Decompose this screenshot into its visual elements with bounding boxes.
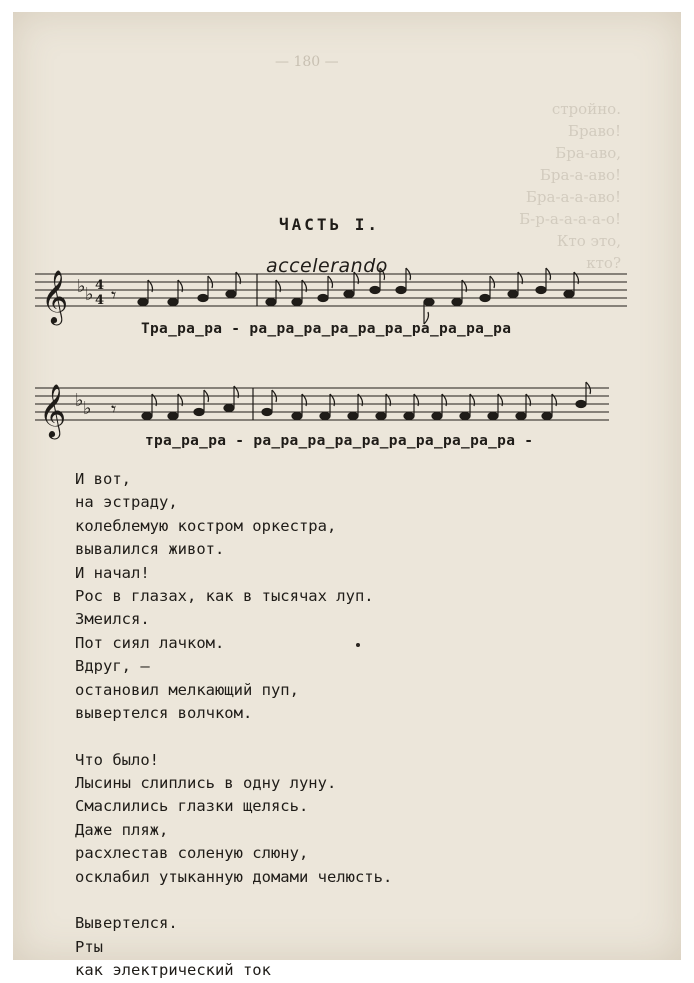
poem-line: вывертелся волчком. [75,703,253,722]
section-heading: ЧАСТЬ I. [279,215,381,234]
poem-line: расхлестав соленую слюну, [75,844,309,863]
staff-2-lyrics: тра_ра_ра - ра_ра_ра_ра_ра_ра_ра_ра_ра_ра - [145,433,534,449]
poem-line: Змеился. [75,610,150,629]
treble-clef-icon [39,383,66,439]
poem-line: осклабил утыканную домами челюсть. [75,867,393,886]
poem-line: Рос в глазах, как в тысячах луп. [75,586,374,605]
poem-line: остановил мелкающий пуп, [75,680,299,699]
poem-line: Даже пляж, [75,820,169,839]
poem-line: Пот сиял лачком. [75,633,225,652]
stanza-gap [75,889,392,912]
bleed-through-page-number: — 180 — [275,54,339,70]
bleed-through-text: стройно. Браво! Бра-аво, Бра-а-аво! Бра-а-а-аво! Б-р-а-а-а-а-о! Кто это, кто? [519,100,621,272]
svg-text:4: 4 [95,278,105,293]
poem-line: Лысины слиплись в одну луну. [75,774,337,793]
svg-text:𝄞: 𝄞 [41,269,69,323]
stanza-gap [75,725,392,748]
poem-line: Смаслились глазки щелясь. [75,797,309,816]
poem-line: И начал! [75,563,150,582]
staff-1-lyrics: Тра_ра_ра - ра_ра_ра_ра_ра_ра_ра_ра_ра_ра [141,321,512,337]
svg-text:♭: ♭ [83,398,92,419]
svg-text:♭: ♭ [85,284,94,305]
svg-text:♭: ♭ [77,276,86,297]
poem-line: на эстраду, [75,493,178,512]
poem-line: Вдруг, — [75,657,150,676]
poem-line: Вывертелся. [75,914,178,933]
stanza-1 [75,468,392,725]
stanza-3 [75,912,392,982]
poem-text [75,468,392,983]
svg-text:𝄞: 𝄞 [39,383,67,437]
poem-line: как электрический ток [75,961,271,980]
stanza-2 [75,749,392,889]
book-page [13,12,681,980]
svg-text:♭: ♭ [75,390,84,411]
tempo-marking: accelerando [266,255,388,277]
poem-line: И вот, [75,470,131,488]
poem-line: Рты [75,937,103,956]
svg-text:𝄾: 𝄾 [111,283,117,307]
svg-text:4: 4 [95,293,105,308]
poem-line: колеблемую костром оркестра, [75,516,337,535]
svg-text:𝄾: 𝄾 [111,397,117,421]
ink-speck [356,643,360,647]
poem-line: Что было! [75,750,159,769]
poem-line: вывалился живот. [75,540,225,559]
treble-clef-icon [41,269,68,325]
